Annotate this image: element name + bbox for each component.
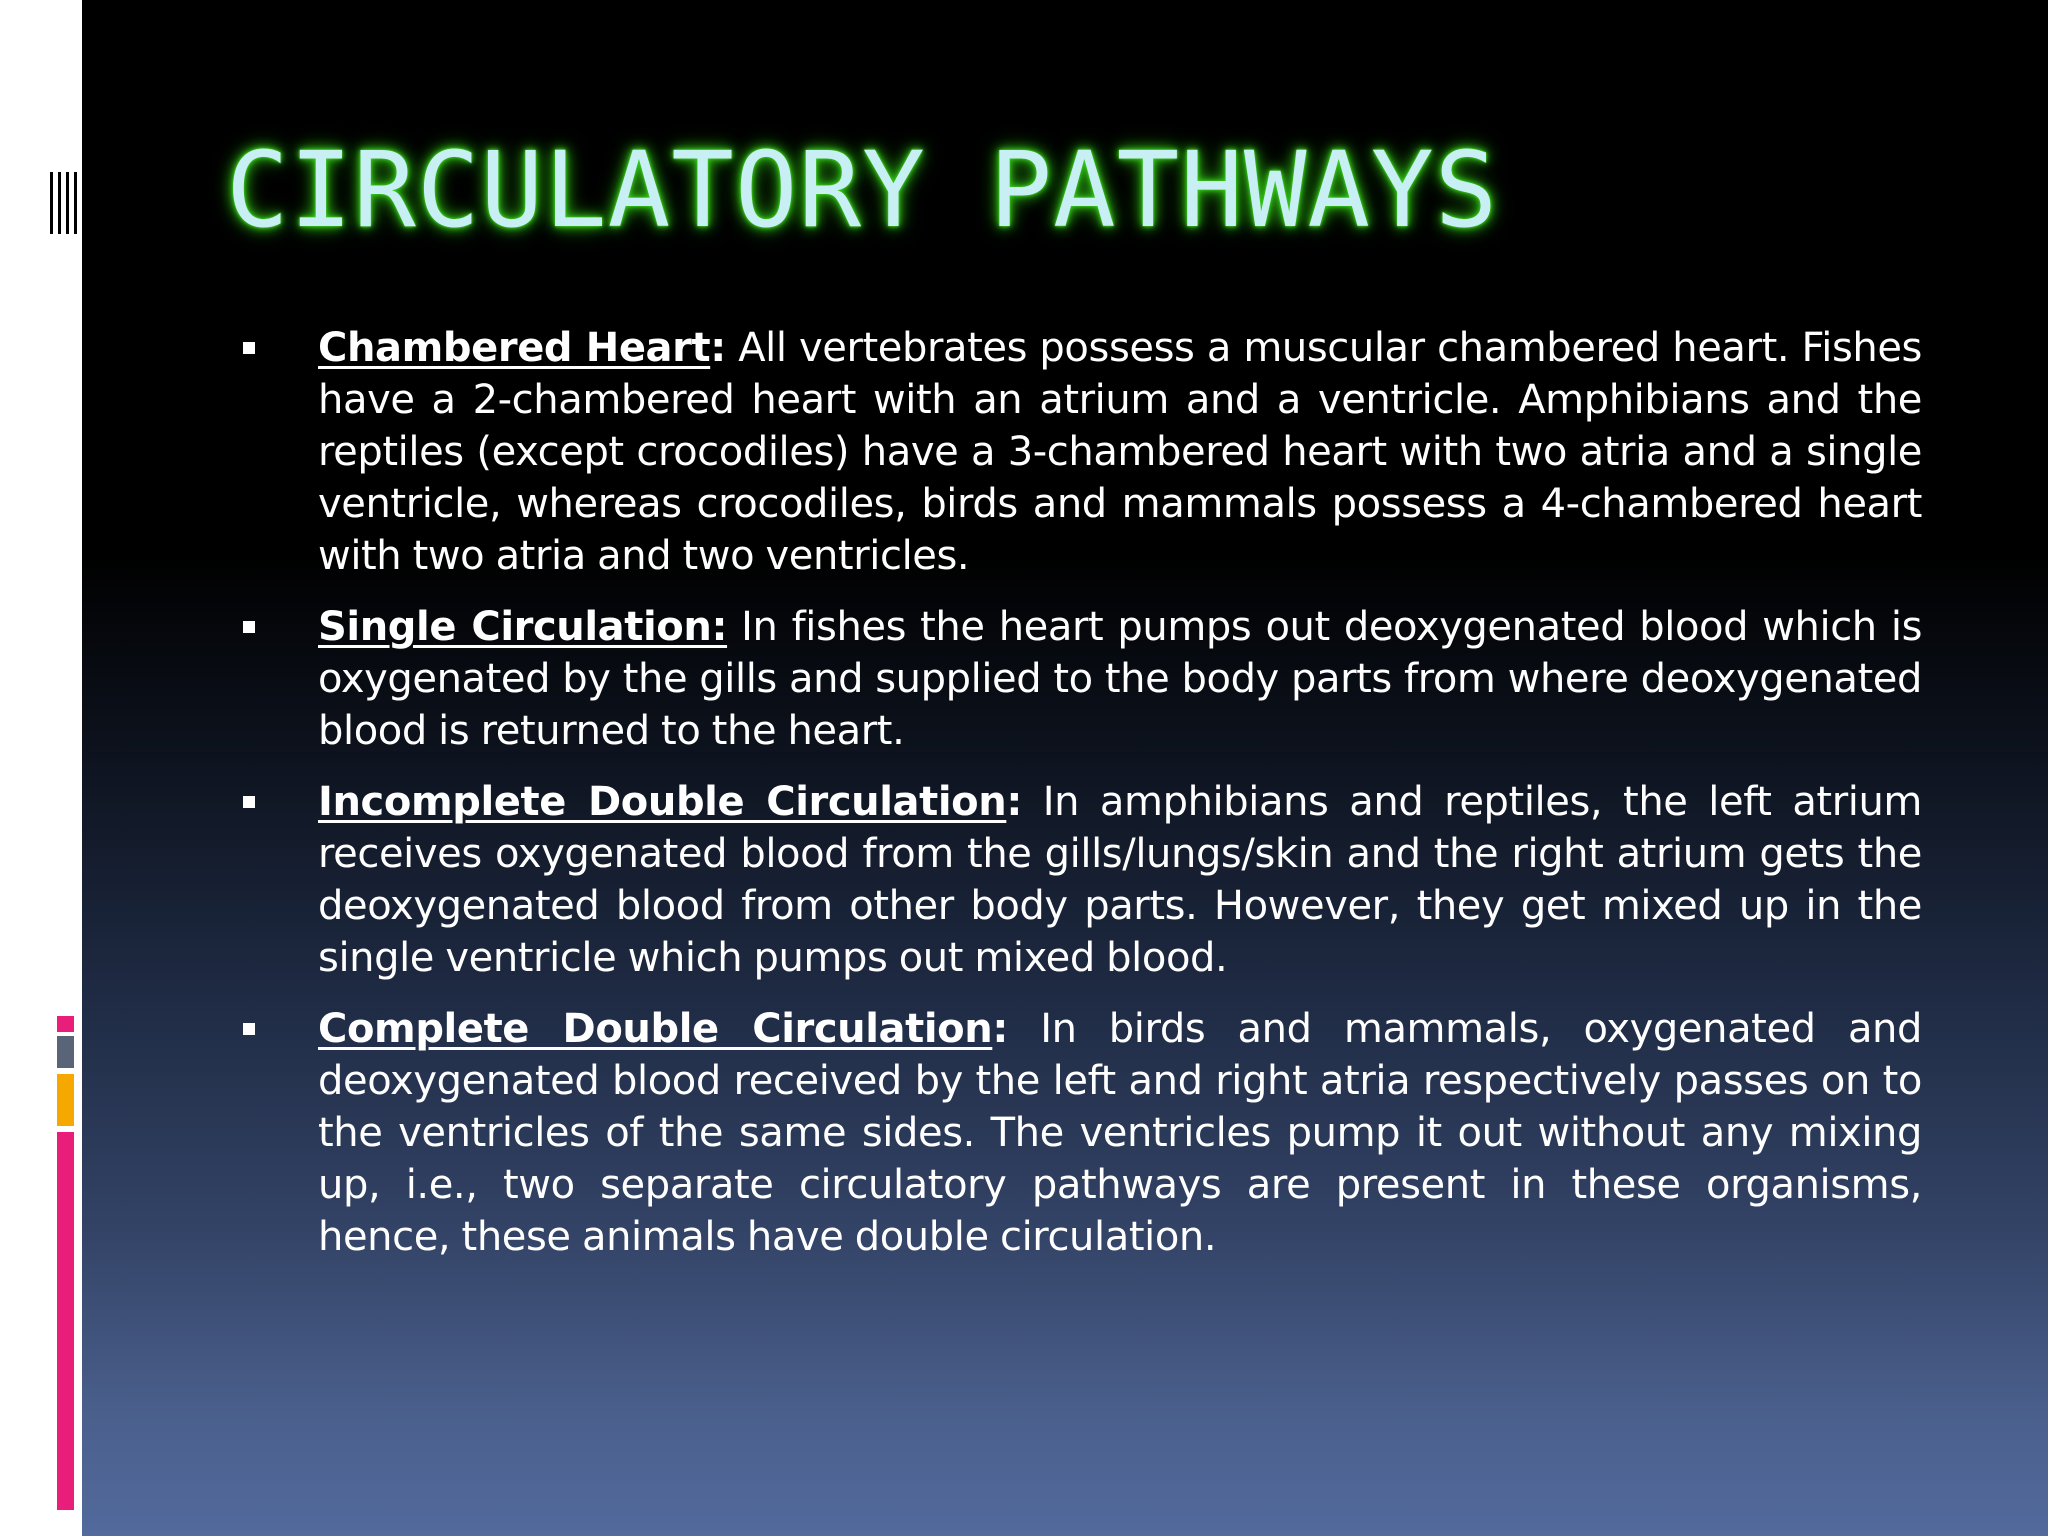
bullet-term: Chambered Heart	[318, 325, 711, 371]
bullet-text	[318, 601, 1922, 757]
bullet-description: In amphibians and reptiles, the left atrium receives oxygenated blood from the gills/lungs/skin and the right atrium gets the deoxygenated blood from other body parts. However, they get mixed up in the single ventricle which pumps out mixed blood.	[318, 779, 1922, 981]
bullet-term-colon: :	[1006, 779, 1022, 825]
bullet-term: Complete Double Circulation	[318, 1006, 993, 1052]
square-bullet-icon	[243, 621, 255, 633]
bullet-term-colon: :	[710, 325, 726, 371]
accent-orange	[57, 1074, 74, 1126]
bullet-description: In birds and mammals, oxygenated and deoxygenated blood received by the left and right atria respectively passes on to the ventricles of the same sides. The ventricles pump it out without any mixing up, i.e., two separate circulatory pathways are present in these organisms, hence, these animals have double circulation.	[318, 1006, 1922, 1260]
square-bullet-icon	[243, 1023, 255, 1035]
accent-magenta-top	[57, 1016, 74, 1032]
bullet-text	[318, 322, 1922, 582]
bullet-item-complete-double-circulation	[240, 1003, 1922, 1263]
left-white-strip	[0, 0, 82, 1536]
bullet-description: All vertebrates possess a muscular chambered heart. Fishes have a 2-chambered heart with an atrium and a ventricle. Amphibians and the reptiles (except crocodiles) have a 3-chambered heart with two atria and a single ventricle, whereas crocodiles, birds and mammals possess a 4-chambered heart with two atria and two ventricles.	[318, 325, 1922, 579]
square-bullet-icon	[243, 342, 255, 354]
bullet-item-incomplete-double-circulation	[240, 776, 1922, 984]
square-bullet-icon	[243, 796, 255, 808]
accent-magenta-bar	[57, 1132, 74, 1510]
bullet-list	[240, 322, 1922, 1282]
bullet-description: In fishes the heart pumps out deoxygenated blood which is oxygenated by the gills and supplied to the body parts from where deoxygenated blood is returned to the heart.	[318, 604, 1923, 754]
bullet-term-colon: :	[992, 1006, 1008, 1052]
bullet-item-chambered-heart	[240, 322, 1922, 582]
slide-title: CIRCULATORY PATHWAYS	[226, 129, 1499, 251]
bullet-text	[318, 1003, 1922, 1263]
bullet-term: Incomplete Double Circulation	[318, 779, 1007, 825]
bullet-item-single-circulation	[240, 601, 1922, 757]
bullet-term: Single Circulation:	[318, 604, 728, 650]
decorative-lines	[50, 172, 80, 234]
bullet-text	[318, 776, 1922, 984]
accent-gray	[57, 1036, 74, 1068]
